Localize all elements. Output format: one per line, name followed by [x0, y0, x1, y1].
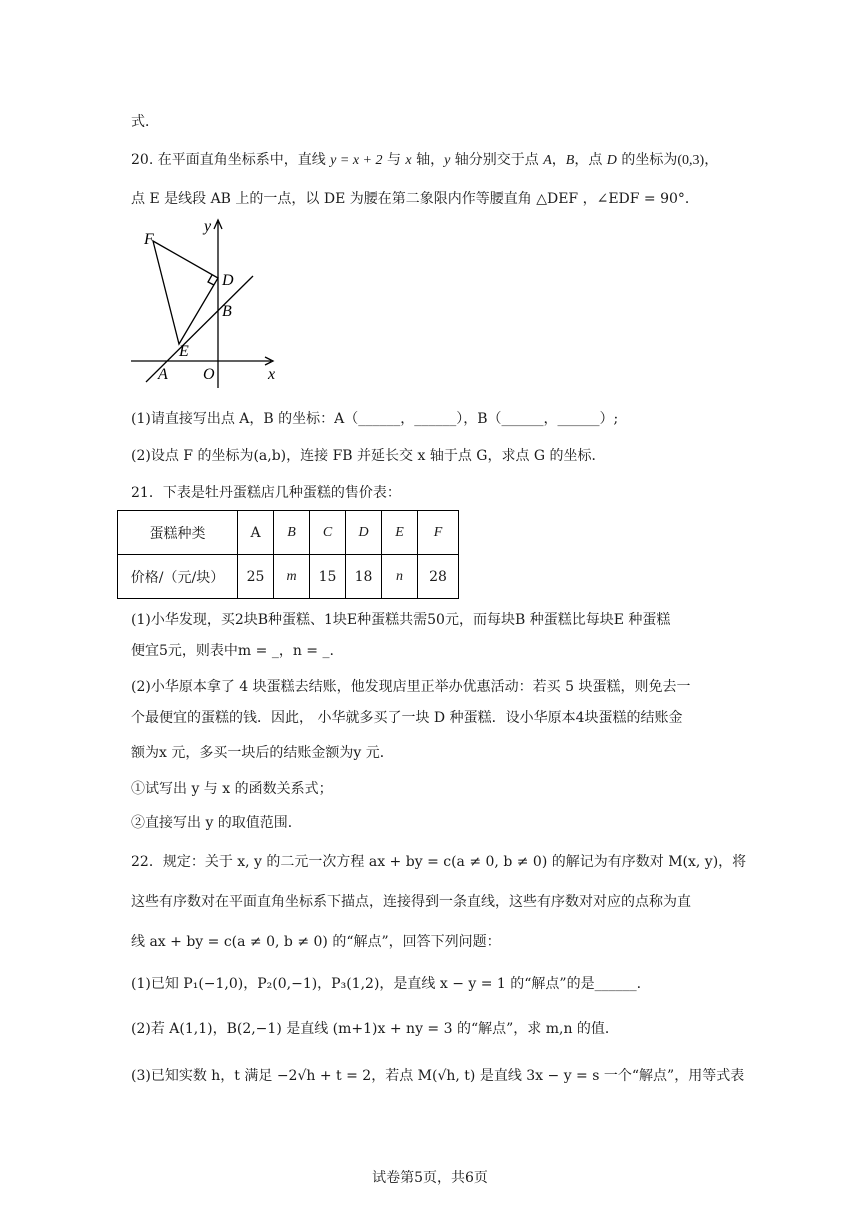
table-cell: m	[274, 555, 310, 599]
question-21-sub-ii: ②直接写出 y 的取值范围．	[131, 815, 302, 831]
question-22-stem-3: 线 ax + by = c(a ≠ 0, b ≠ 0) 的“解点”，回答下列问题：	[131, 934, 501, 950]
question-20-stem: 20. 在平面直角坐标系中，直线 y = x + 2 与 x 轴，y 轴分别交于点 A，B，点 D 的坐标为(0,3)，	[131, 152, 719, 168]
label-x: x	[268, 366, 276, 383]
table-cell: A	[238, 511, 274, 555]
question-22-part-3: (3)已知实数 h，t 满足 −2√h + t = 2，若点 M(√h, t) 是直线 3x − y = s 一个“解点”，用等式表	[131, 1068, 745, 1084]
question-21-part-2-cont: 额为x 元，多买一块后的结账金额为y 元．	[131, 745, 394, 761]
question-22-part-2: (2)若 A(1,1)，B(2,−1) 是直线 (m+1)x + ny = 3 的“解点”，求 m,n 的值．	[131, 1021, 619, 1037]
question-22-part-1: (1)已知 P₁(−1,0)，P₂(0,−1)，P₃(1,2)，是直线 x − y = 1 的“解点”的是______.	[131, 976, 642, 992]
question-20-stem-2: 点 E 是线段 AB 上的一点，以 DE 为腰在第二象限内作等腰直角 △DEF ，∠EDF = 90°．	[131, 191, 699, 207]
text-line: 式．	[131, 114, 159, 130]
table-cell: n	[382, 555, 418, 599]
triangle-def	[153, 241, 218, 344]
label-o: O	[203, 366, 215, 383]
question-22-stem-2: 这些有序数对在平面直角坐标系下描点，连接得到一条直线，这些有序数对对应的点称为直	[131, 894, 691, 910]
question-21-sub-i: ①试写出 y 与 x 的函数关系式；	[131, 781, 333, 797]
table-cell: 18	[346, 555, 382, 599]
question-20-part-2: (2)设点 F 的坐标为(a,b)，连接 FB 并延长交 x 轴于点 G，求点 G 的坐标．	[131, 448, 606, 464]
table-cell: E	[382, 511, 418, 555]
page-footer: 试卷第5页，共6页	[372, 1170, 488, 1186]
table-cell: B	[274, 511, 310, 555]
table-cell: F	[418, 511, 459, 555]
table-cell: 25	[238, 555, 274, 599]
table-cell: 蛋糕种类	[118, 511, 238, 555]
question-21-stem: 21．下表是牡丹蛋糕店几种蛋糕的售价表：	[131, 485, 401, 501]
table-cell: 价格/（元/块）	[118, 555, 238, 599]
label-a: A	[158, 366, 168, 383]
table-cell: 15	[310, 555, 346, 599]
label-b: B	[222, 303, 232, 320]
question-22-stem: 22．规定：关于 x, y 的二元一次方程 ax + by = c(a ≠ 0, b ≠ 0) 的解记为有序数对 M(x, y)，将	[131, 854, 747, 870]
label-y: y	[204, 218, 212, 235]
table-row	[118, 555, 459, 599]
question-20-part-1: (1)请直接写出点 A，B 的坐标：A（______，______），B（______，______）;	[131, 411, 619, 427]
label-e: E	[179, 343, 189, 360]
label-d: D	[222, 272, 234, 289]
table-row	[118, 511, 459, 555]
table-cell: D	[346, 511, 382, 555]
coordinate-figure	[128, 216, 288, 388]
question-21-part-2: (2)小华原本拿了 4 块蛋糕去结账，他发现店里正举办优惠活动：若买 5 块蛋糕，则免去一	[131, 679, 691, 695]
label-f: F	[144, 231, 154, 248]
question-21-part-2-cont: 个最便宜的蛋糕的钱．因此， 小华就多买了一块 D 种蛋糕．设小华原本4块蛋糕的结账金	[131, 710, 683, 726]
table-cell: 28	[418, 555, 459, 599]
right-angle-mark	[208, 275, 214, 285]
table-cell: C	[310, 511, 346, 555]
question-21-part-1: (1)小华发现，买2块B种蛋糕、1块E种蛋糕共需50元，而每块B 种蛋糕比每块E 种蛋糕	[131, 612, 671, 628]
price-table	[117, 510, 459, 599]
question-21-part-1-cont: 便宜5元，则表中m = _，n = _.	[131, 643, 334, 659]
